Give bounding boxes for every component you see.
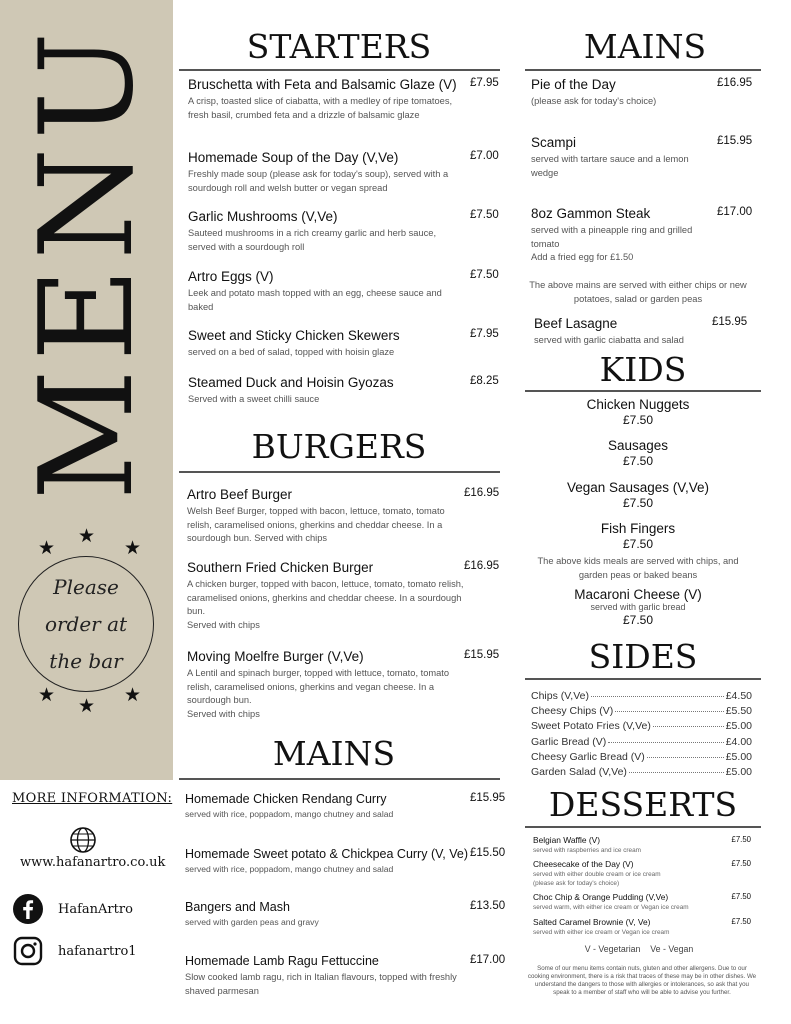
item-description: Freshly made soup (please ask for today's soup), served with a sourdough roll and welsh butter or vegan spread — [188, 169, 449, 193]
item-price: £5.00 — [725, 720, 752, 732]
item-name: Bruschetta with Feta and Balsamic Glaze (V) — [188, 77, 457, 92]
star-icon: ★ — [124, 684, 142, 706]
item-description: Served with a sweet chilli sauce — [188, 394, 320, 404]
item-name: Choc Chip & Orange Pudding (V,Ve) — [533, 892, 669, 902]
item-description: served with tartare sauce and a lemon wedge — [531, 154, 689, 178]
item-name: Pie of the Day — [531, 77, 616, 92]
item-description: Served with chips — [187, 619, 260, 630]
item-name: Homemade Soup of the Day (V,Ve) — [188, 150, 399, 165]
item-description: served with rice, poppadom, mango chutney and salad — [185, 809, 394, 819]
mains-note: The above mains are served with either chips or new potatoes, salad or garden peas — [529, 280, 747, 304]
kids-item — [525, 480, 751, 510]
item-price: £17.00 — [470, 954, 506, 966]
starters-title: STARTERS — [246, 27, 432, 66]
item-name: Garden Salad (V,Ve) — [531, 766, 627, 778]
item-price: £7.50 — [731, 917, 751, 926]
item-description: served with either double cream or ice cream — [533, 871, 661, 878]
item-price: £8.25 — [470, 375, 499, 387]
dessert-item — [533, 892, 751, 912]
item-name: Cheesy Chips (V) — [531, 705, 614, 717]
side-item — [531, 736, 752, 748]
menu-item — [187, 560, 500, 632]
menu-item — [185, 954, 506, 998]
item-description: (please ask for today's choice) — [531, 96, 657, 106]
item-price: £15.95 — [464, 649, 500, 661]
side-item — [531, 720, 752, 732]
facebook-link[interactable] — [12, 893, 133, 925]
item-price: £4.50 — [725, 690, 752, 702]
divider — [525, 826, 761, 828]
menu-item — [188, 209, 500, 254]
menu-item — [534, 316, 755, 348]
item-price: £7.50 — [731, 859, 751, 868]
sidebar-panel — [0, 0, 173, 780]
item-price: £7.50 — [622, 496, 654, 510]
item-description: (please ask for today's choice) — [533, 880, 620, 887]
item-name: Cheesecake of the Day (V) — [533, 859, 634, 869]
item-price: £15.95 — [470, 792, 506, 804]
mains-left-title: MAINS — [272, 734, 396, 773]
item-price: £7.95 — [470, 328, 499, 340]
facebook-icon — [12, 893, 44, 925]
divider — [525, 678, 761, 680]
menu-item — [531, 135, 755, 180]
instagram-icon — [12, 935, 44, 967]
item-name: Chips (V,Ve) — [531, 690, 589, 702]
item-description: served warm, with either ice cream or Vegan ice cream — [533, 904, 689, 911]
item-name: Sweet Potato Fries (V,Ve) — [531, 720, 651, 732]
item-price: £17.00 — [717, 206, 753, 218]
divider — [179, 69, 500, 71]
item-name: Southern Fried Chicken Burger — [187, 560, 374, 575]
item-price: £7.50 — [470, 209, 499, 221]
item-price: £7.50 — [731, 892, 751, 901]
item-price: £15.95 — [717, 135, 753, 147]
menu-item — [188, 269, 500, 314]
item-name: Bangers and Mash — [185, 900, 290, 914]
item-price: £7.50 — [622, 613, 654, 627]
item-name: Artro Eggs (V) — [188, 269, 274, 284]
star-icon: ★ — [38, 684, 56, 706]
menu-item — [188, 375, 500, 407]
item-description: Leek and potato mash topped with an egg, cheese sauce and baked — [188, 288, 442, 312]
item-price: £7.95 — [470, 77, 499, 89]
desserts-title: DESSERTS — [548, 785, 738, 824]
order-note-line: order at — [44, 611, 128, 636]
globe-icon — [69, 826, 97, 854]
item-price: £7.50 — [470, 269, 499, 281]
star-icon: ★ — [78, 525, 96, 547]
item-price: £5.50 — [725, 705, 752, 717]
menu-item — [188, 150, 500, 195]
instagram-link[interactable] — [12, 935, 137, 967]
dessert-item — [533, 859, 751, 888]
item-price: £5.00 — [725, 751, 752, 763]
side-item — [531, 751, 752, 763]
item-description: Add a fried egg for £1.50 — [531, 252, 634, 262]
star-icon: ★ — [38, 537, 56, 559]
kids-note: The above kids meals are served with chips, and garden peas or baked beans — [537, 556, 739, 580]
divider — [525, 390, 761, 392]
item-name: Homemade Lamb Ragu Fettuccine — [185, 954, 379, 968]
item-name: Sweet and Sticky Chicken Skewers — [188, 328, 400, 343]
star-icon: ★ — [124, 537, 142, 559]
divider — [179, 471, 500, 473]
item-description: served with garlic bread — [590, 602, 686, 612]
item-price: £7.50 — [622, 413, 654, 427]
item-price: £16.95 — [464, 560, 500, 572]
menu-item — [188, 77, 500, 122]
item-name: Sausages — [607, 438, 669, 453]
allergen-notice: Some of our menu items contain nuts, gluten and other allergens. Due to our cooking environment, there is a risk that traces of these may be in other dishes. We understand the dangers to those with allergies or intolerances, so ask that you speak to a member of staff who will be able to advise you further. — [527, 965, 757, 996]
item-description: served with garlic ciabatta and salad — [534, 335, 684, 345]
item-name: Artro Beef Burger — [187, 487, 293, 502]
item-name: Chicken Nuggets — [586, 397, 690, 412]
item-description: Slow cooked lamb ragu, rich in Italian flavours, topped with freshly shaved parmesan — [185, 972, 457, 996]
divider — [525, 69, 761, 71]
item-price: £4.00 — [725, 736, 752, 748]
divider — [179, 778, 500, 780]
side-item — [531, 705, 752, 717]
item-price: £16.95 — [464, 487, 500, 499]
item-name: Garlic Bread (V) — [531, 736, 607, 748]
menu-item — [185, 792, 506, 821]
item-name: Fish Fingers — [600, 521, 676, 536]
diet-legend: V - Vegetarian Ve - Vegan — [584, 944, 694, 954]
item-name: Garlic Mushrooms (V,Ve) — [188, 209, 338, 224]
instagram-handle: hafanartro1 — [58, 943, 137, 959]
item-name: 8oz Gammon Steak — [531, 206, 651, 221]
item-name: Belgian Waffle (V) — [533, 835, 601, 845]
menu-title: MENU — [13, 23, 162, 501]
item-description: served on a bed of salad, topped with hoisin glaze — [188, 347, 395, 357]
menu-item — [188, 328, 500, 360]
order-note-line: the bar — [49, 648, 123, 673]
facebook-handle: HafanArtro — [58, 901, 133, 917]
kids-item — [525, 587, 751, 627]
item-description: served with rice, poppadom, mango chutney and salad — [185, 864, 394, 874]
menu-item — [531, 77, 755, 109]
item-name: Macaroni Cheese (V) — [574, 587, 702, 602]
item-description: A Lentil and spinach burger, topped with lettuce, tomato, tomato relish, caramelised onions, gherkins and vegan cheese. In a sourdough bun. — [187, 668, 450, 705]
item-description: Served with chips — [187, 708, 260, 719]
star-icon: ★ — [78, 695, 96, 717]
item-price: £7.50 — [622, 537, 654, 551]
item-description: served with either ice cream or Vegan ice cream — [533, 929, 670, 936]
mains-right-title: MAINS — [583, 27, 707, 66]
item-price: £5.00 — [725, 766, 752, 778]
kids-item — [525, 521, 751, 551]
item-price: £13.50 — [470, 900, 506, 912]
item-price: £7.00 — [470, 150, 499, 162]
kids-item — [525, 438, 751, 468]
menu-item — [185, 847, 506, 876]
item-name: Vegan Sausages (V,Ve) — [566, 480, 710, 495]
item-description: served with a pineapple ring and grilled tomato — [531, 225, 693, 249]
item-name: Homemade Sweet potato & Chickpea Curry (V, Ve) — [185, 847, 469, 861]
item-description: A crisp, toasted slice of ciabatta, with a medley of ripe tomatoes, fresh basil, crumbed feta and a drizzle of balsamic glaze — [188, 96, 453, 120]
order-note-line: Please — [53, 574, 119, 599]
item-price: £16.95 — [717, 77, 753, 89]
item-price: £7.50 — [622, 454, 654, 468]
side-item — [531, 766, 752, 778]
item-name: Beef Lasagne — [534, 316, 618, 331]
dessert-item — [533, 835, 751, 855]
item-name: Scampi — [531, 135, 577, 150]
item-name: Homemade Chicken Rendang Curry — [185, 792, 387, 806]
order-at-bar-badge — [18, 556, 154, 692]
item-description: A chicken burger, topped with bacon, lettuce, tomato, tomato relish, caramelised onions, gherkins and cheddar cheese. In a sourdough bun. — [187, 579, 464, 616]
item-description: Welsh Beef Burger, topped with bacon, lettuce, tomato, tomato relish, caramelised onions, gherkins and cheddar cheese. In a sourdough bun. Served with chips — [187, 506, 445, 543]
item-name: Moving Moelfre Burger (V,Ve) — [187, 649, 364, 664]
menu-item — [187, 649, 500, 721]
website-link[interactable]: www.hafanartro.co.uk — [20, 855, 166, 870]
item-price: £15.95 — [712, 316, 748, 328]
more-info-heading: MORE INFORMATION: — [12, 791, 173, 806]
item-name: Cheesy Garlic Bread (V) — [531, 751, 645, 763]
menu-item — [185, 900, 506, 929]
item-description: served with raspberries and ice cream — [533, 847, 641, 854]
burgers-title: BURGERS — [251, 427, 427, 466]
item-name: Steamed Duck and Hoisin Gyozas — [188, 375, 394, 390]
menu-item — [531, 206, 755, 265]
item-price: £15.50 — [470, 847, 506, 859]
sides-title: SIDES — [588, 637, 698, 676]
item-description: served with garden peas and gravy — [185, 917, 319, 927]
kids-item — [525, 397, 751, 427]
item-name: Salted Caramel Brownie (V, Ve) — [533, 917, 651, 927]
menu-item — [187, 487, 500, 546]
item-price: £7.50 — [731, 835, 751, 844]
item-description: Sauteed mushrooms in a rich creamy garlic and herb sauce, served with a sourdough roll — [188, 228, 437, 252]
kids-title: KIDS — [599, 350, 687, 389]
dessert-item — [533, 917, 751, 937]
side-item — [531, 690, 752, 702]
